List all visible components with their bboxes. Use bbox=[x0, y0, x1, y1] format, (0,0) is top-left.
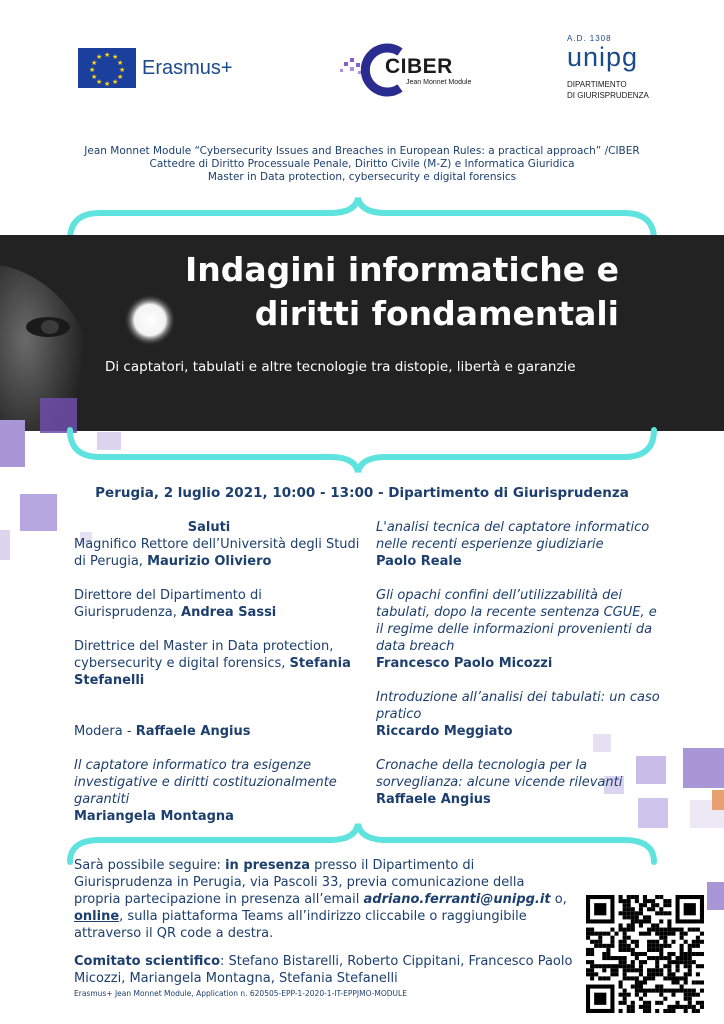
info-online: , sulla piattaforma Teams all’indirizzo cliccabile o raggiungibile attraverso il QR code a destra. bbox=[74, 909, 527, 941]
title-line-2: diritti fondamentali bbox=[254, 294, 619, 333]
subtitle: Di captatori, tabulati e altre tecnologie tra distopie, libertà e garanzie bbox=[105, 359, 576, 375]
ciber-label: CIBER bbox=[385, 55, 453, 78]
rettore-role: Magnifico Rettore dell’Università degli Studi di Perugia, bbox=[74, 537, 360, 569]
talk-5 bbox=[376, 757, 666, 808]
right-column bbox=[376, 519, 666, 825]
main-title bbox=[185, 248, 619, 336]
header-line-3: Master in Data protection, cybersecurity e digital forensics bbox=[207, 171, 517, 183]
talk-5-title: Cronache della tecnologia per la sorveglianza: alcune vicende rilevanti bbox=[376, 758, 623, 790]
talk-1-title: Il captatore informatico tra esigenze investigative e diritti costituzionalmente garantiti bbox=[74, 758, 337, 807]
unipg-dept-line1: DIPARTIMENTO bbox=[567, 80, 627, 89]
talk-3-title: Gli opachi confini dell’utilizzabilità dei tabulati, dopo la recente sentenza CGUE, e il regime delle informazioni provenienti da data breach bbox=[376, 588, 657, 654]
direttore-role: Direttore del Dipartimento di Giurisprudenza, bbox=[74, 588, 262, 620]
unipg-dept-line2: DI GIURISPRUDENZA bbox=[567, 91, 649, 100]
unipg-department bbox=[567, 79, 677, 101]
info-address: presso il Dipartimento di Giurisprudenza in Perugia, via Pascoli 33, previa comunicazione della propria partecipazione in presenza all’email bbox=[74, 858, 525, 907]
title-line-1: Indagini informatiche e bbox=[184, 250, 619, 289]
talk-2-speaker: Paolo Reale bbox=[376, 554, 462, 569]
talk-4 bbox=[376, 689, 666, 740]
committee-names: : Stefano Bistarelli, Roberto Cippitani, Francesco Paolo Micozzi, Mariangela Montagna, Stefania Stefanelli bbox=[74, 954, 573, 986]
erasmus-logo bbox=[78, 48, 233, 88]
info-intro: Sarà possibile seguire: bbox=[74, 858, 221, 873]
talk-1-speaker: Mariangela Montagna bbox=[74, 809, 234, 824]
talk-4-speaker: Riccardo Meggiato bbox=[376, 724, 513, 739]
erasmus-label: Erasmus+ bbox=[142, 56, 233, 79]
online-link[interactable]: online bbox=[74, 909, 120, 924]
direttrice-role: Direttrice del Master in Data protection, cybersecurity e digital forensics, bbox=[74, 639, 334, 671]
rettore-line bbox=[74, 536, 364, 570]
talk-3 bbox=[376, 587, 666, 672]
footer-note: Erasmus+ Jean Monnet Module, Application n. 620505-EPP-1-2020-1-IT-EPPJMO-MODULE bbox=[74, 989, 407, 998]
rettore-name: Maurizio Oliviero bbox=[147, 554, 272, 569]
direttore-name: Andrea Sassi bbox=[181, 605, 277, 620]
attendance-info bbox=[74, 857, 574, 942]
talk-4-title: Introduzione all’analisi dei tabulati: un caso pratico bbox=[376, 690, 660, 722]
saluti-block bbox=[74, 519, 364, 570]
unipg-logo bbox=[567, 34, 677, 101]
talk-2 bbox=[376, 519, 666, 570]
direttore-block bbox=[74, 587, 364, 621]
face-image bbox=[0, 235, 200, 431]
info-or: o, bbox=[554, 892, 567, 907]
direttrice-block bbox=[74, 638, 364, 689]
qr-code-icon[interactable] bbox=[586, 895, 704, 1013]
contact-email-link[interactable]: adriano.ferranti@unipg.it bbox=[363, 892, 551, 907]
event-date: Perugia, 2 luglio 2021, 10:00 - 13:00 - Dipartimento di Giurisprudenza bbox=[95, 485, 629, 501]
decor-square bbox=[683, 748, 724, 788]
decor-square bbox=[0, 530, 10, 560]
decor-square bbox=[712, 790, 724, 810]
talk-5-speaker: Raffaele Angius bbox=[376, 792, 491, 807]
committee-label: Comitato scientifico bbox=[74, 954, 221, 969]
moderator-label: Modera - bbox=[74, 724, 132, 739]
unipg-year: A.D. 1308 bbox=[567, 34, 612, 43]
ciber-logo bbox=[338, 42, 488, 98]
banner-brace bbox=[0, 425, 724, 485]
header-line-2: Cattedre di Diritto Processuale Penale, Diritto Civile (M-Z) e Informatica Giuridica bbox=[149, 158, 575, 170]
talk-2-title: L'analisi tecnica del captatore informatico nelle recenti esperienze giudiziarie bbox=[376, 520, 650, 552]
ciber-sublabel: Jean Monnet Module bbox=[406, 79, 472, 86]
moderator-name: Raffaele Angius bbox=[135, 724, 251, 739]
title-banner bbox=[0, 235, 724, 431]
moderator-block bbox=[74, 723, 364, 740]
header-line-1: Jean Monnet Module “Cybersecurity Issues and Breaches in European Rules: a practical approach” /CIBER bbox=[84, 145, 640, 157]
unipg-name: unipg bbox=[567, 42, 639, 72]
in-person-label: in presenza bbox=[225, 858, 311, 873]
decor-square bbox=[707, 882, 724, 910]
direttrice-name: Stefania Stefanelli bbox=[74, 656, 351, 688]
saluti-title: Saluti bbox=[187, 520, 231, 535]
eu-flag-icon: ★ ★ ★ ★ ★ ★ ★ ★ ★ ★ ★ ★ bbox=[78, 48, 136, 88]
left-column bbox=[74, 519, 364, 842]
header-text bbox=[0, 145, 724, 184]
talk-3-speaker: Francesco Paolo Micozzi bbox=[376, 656, 553, 671]
scientific-committee bbox=[74, 953, 584, 987]
